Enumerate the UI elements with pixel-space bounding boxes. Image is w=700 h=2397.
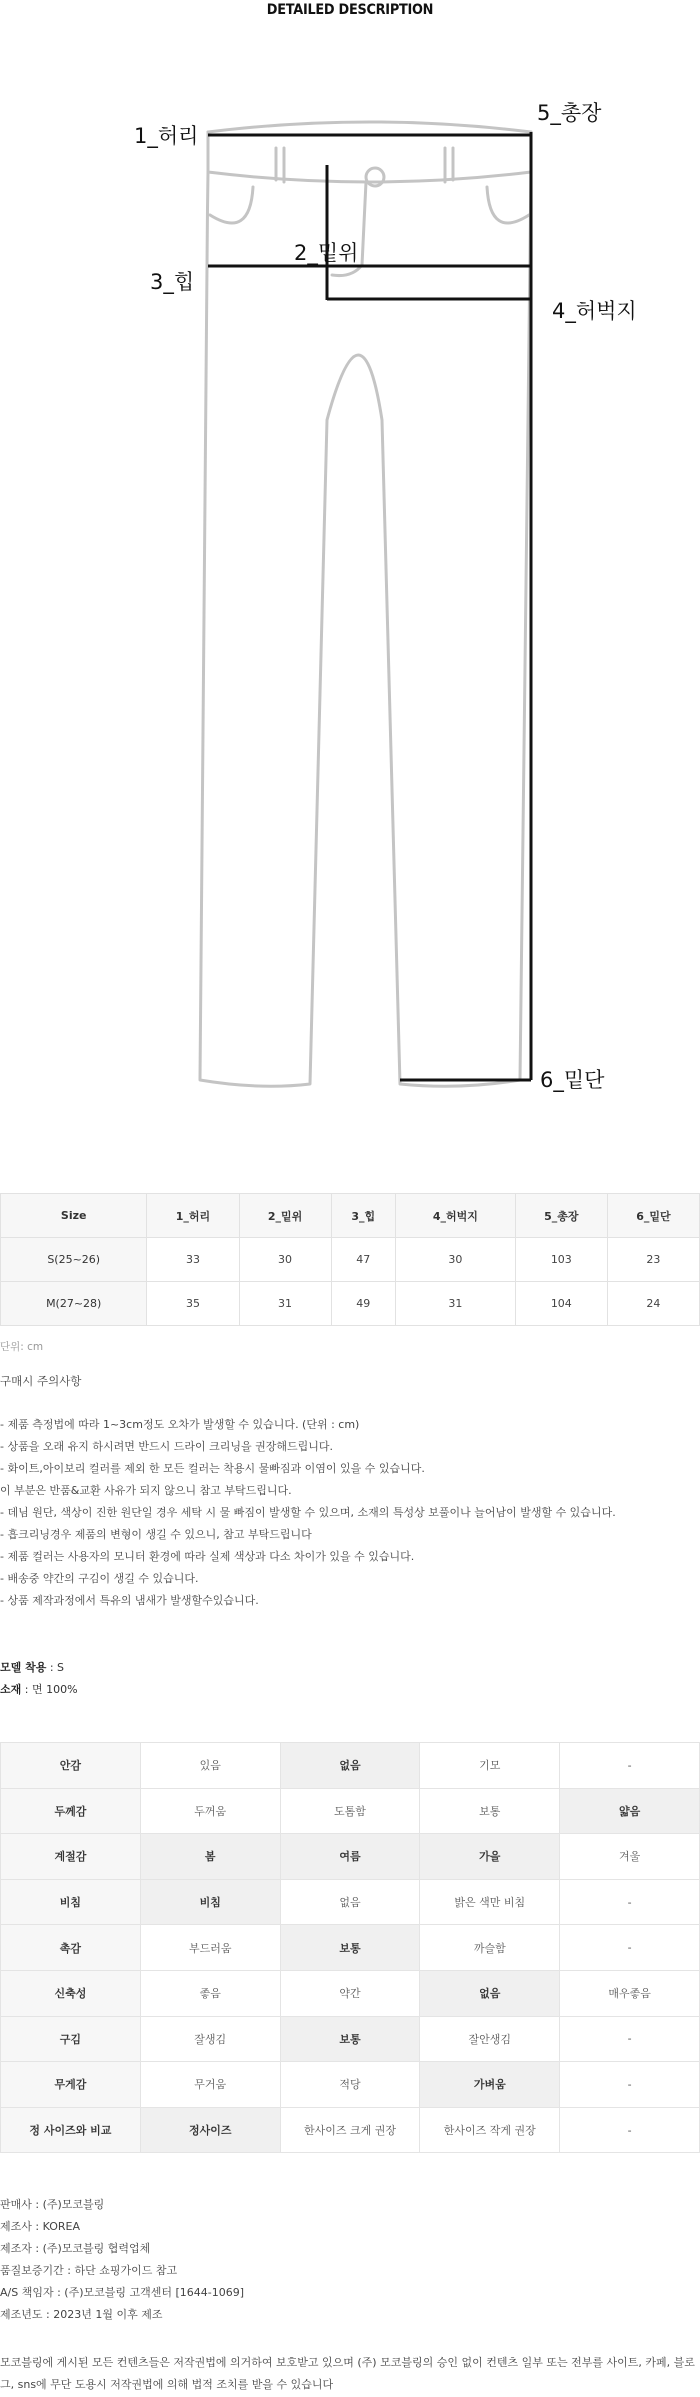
attribute-option: 부드러움 — [140, 1925, 280, 1971]
material-label: 소재 — [0, 1683, 22, 1696]
attribute-option: 두꺼움 — [140, 1788, 280, 1834]
attribute-option: 적당 — [280, 2062, 420, 2108]
attribute-row — [1, 1970, 700, 2016]
header-cell: 2_밑위 — [239, 1194, 331, 1238]
note-line: - 제품 컬러는 사용자의 모니터 환경에 따라 실제 색상과 다소 차이가 있을 수 있습니다. — [0, 1550, 415, 1563]
seller-line: 제조년도 : 2023년 1월 이후 제조 — [0, 2308, 163, 2321]
header-cell: Size — [1, 1194, 147, 1238]
table-row — [1, 1238, 700, 1282]
table-row — [1, 1282, 700, 1326]
attribute-option: 보통 — [420, 1788, 560, 1834]
model-info — [0, 1657, 78, 1701]
attribute-name: 정 사이즈와 비교 — [1, 2107, 141, 2153]
caution-notes — [0, 1417, 700, 1615]
attribute-option: 가을 — [420, 1834, 560, 1880]
attribute-option: 잘생김 — [140, 2016, 280, 2062]
model-label: 모델 착용 — [0, 1661, 47, 1674]
attribute-option: - — [560, 1879, 700, 1925]
seller-line: 판매사 : (주)모코블링 — [0, 2198, 105, 2211]
header-cell: 1_허리 — [147, 1194, 239, 1238]
attribute-option: 없음 — [420, 1970, 560, 2016]
attribute-option: 보통 — [280, 1925, 420, 1971]
note-line: - 제품 측정법에 따라 1~3cm정도 오차가 발생할 수 있습니다. (단위 : cm) — [0, 1418, 360, 1431]
size-cell: S(25~26) — [1, 1238, 147, 1282]
unit-note: 단위: cm — [0, 1341, 44, 1353]
size-table-header — [1, 1194, 700, 1238]
value-cell: 47 — [331, 1238, 395, 1282]
attribute-option: 무거움 — [140, 2062, 280, 2108]
value-cell: 35 — [147, 1282, 239, 1326]
attribute-option: - — [560, 2016, 700, 2062]
value-cell: 33 — [147, 1238, 239, 1282]
copyright-notice: 모코블링에 게시된 모든 컨텐츠들은 저작권법에 의거하여 보호받고 있으며 (주) 모코블링의 승인 없이 컨텐츠 일부 또는 전부를 사이트, 카페, 블로그, sns에 무단 도용시 저작권법에 의해 법적 조치를 받을 수 있습니다 — [0, 2356, 695, 2391]
seller-line: 제조자 : (주)모코블링 협력업체 — [0, 2242, 151, 2255]
attribute-name: 두께감 — [1, 1788, 141, 1834]
label-hem: 6_밑단 — [540, 1068, 605, 1092]
label-waist: 1_허리 — [134, 124, 199, 148]
size-table — [0, 1193, 700, 1326]
attribute-name: 안감 — [1, 1743, 141, 1789]
value-cell: 104 — [515, 1282, 607, 1326]
attribute-option: 한사이즈 크게 권장 — [280, 2107, 420, 2153]
label-rise: 2_밑위 — [294, 241, 359, 265]
attribute-table — [0, 1742, 700, 2153]
attribute-name: 구김 — [1, 2016, 141, 2062]
measure-lines — [208, 132, 531, 1080]
seller-line: A/S 책임자 : (주)모코블링 고객센터 [1644-1069] — [0, 2286, 245, 2299]
attribute-name: 무게감 — [1, 2062, 141, 2108]
value-cell: 24 — [607, 1282, 699, 1326]
label-thigh: 4_허벅지 — [552, 299, 637, 323]
seller-line: 제조사 : KOREA — [0, 2220, 80, 2233]
header-cell: 4_허벅지 — [396, 1194, 516, 1238]
note-line: - 화이트,아이보리 컬러를 제외 한 모든 컬러는 착용시 물빠짐과 이염이 있을 수 있습니다. — [0, 1462, 425, 1475]
header-cell: 3_힙 — [331, 1194, 395, 1238]
attribute-option: 봄 — [140, 1834, 280, 1880]
attribute-option: 까슬함 — [420, 1925, 560, 1971]
attribute-option: 보통 — [280, 2016, 420, 2062]
attribute-name: 신축성 — [1, 1970, 141, 2016]
note-line: - 흡크리닝경우 제품의 변형이 생길 수 있으니, 참고 부탁드립니다 — [0, 1528, 312, 1541]
note-line: - 배송중 약간의 구김이 생길 수 있습니다. — [0, 1572, 199, 1585]
seller-line: 품질보증기간 : 하단 쇼핑가이드 참고 — [0, 2264, 178, 2277]
attribute-row — [1, 1834, 700, 1880]
attribute-option: 얇음 — [560, 1788, 700, 1834]
value-cell: 30 — [396, 1238, 516, 1282]
attribute-option: 약간 — [280, 1970, 420, 2016]
attribute-row — [1, 1788, 700, 1834]
material-value: : 면 100% — [21, 1683, 78, 1696]
value-cell: 31 — [239, 1282, 331, 1326]
attribute-option: 한사이즈 작게 권장 — [420, 2107, 560, 2153]
size-cell: M(27~28) — [1, 1282, 147, 1326]
attribute-option: 기모 — [420, 1743, 560, 1789]
model-value: : S — [46, 1661, 65, 1674]
value-cell: 23 — [607, 1238, 699, 1282]
attribute-option: - — [560, 2062, 700, 2108]
pants-measurement-diagram — [120, 90, 637, 1100]
header-cell: 5_총장 — [515, 1194, 607, 1238]
seller-info — [0, 2197, 244, 2329]
attribute-option: 없음 — [280, 1879, 420, 1925]
attribute-option: 비침 — [140, 1879, 280, 1925]
attribute-row — [1, 2062, 700, 2108]
material — [0, 1679, 78, 1701]
note-line: - 데님 원단, 색상이 진한 원단일 경우 세탁 시 물 빠짐이 발생할 수 있으며, 소재의 특성상 보풀이나 늘어남이 발생할 수 있습니다. — [0, 1506, 616, 1519]
header-cell: 6_밑단 — [607, 1194, 699, 1238]
attribute-row — [1, 1743, 700, 1789]
label-hip: 3_힙 — [150, 270, 195, 294]
attribute-name: 비침 — [1, 1879, 141, 1925]
attribute-option: 정사이즈 — [140, 2107, 280, 2153]
attribute-option: 없음 — [280, 1743, 420, 1789]
note-line: 이 부분은 반품&교환 사유가 되지 않으니 참고 부탁드립니다. — [0, 1484, 292, 1497]
attribute-row — [1, 2016, 700, 2062]
value-cell: 30 — [239, 1238, 331, 1282]
attribute-option: - — [560, 1925, 700, 1971]
attribute-option: - — [560, 2107, 700, 2153]
attribute-option: 좋음 — [140, 1970, 280, 2016]
attribute-option: - — [560, 1743, 700, 1789]
attribute-row — [1, 1925, 700, 1971]
attribute-row — [1, 2107, 700, 2153]
label-length: 5_총장 — [537, 101, 602, 125]
model-size — [0, 1657, 78, 1679]
attribute-name: 촉감 — [1, 1925, 141, 1971]
attribute-row — [1, 1879, 700, 1925]
caution-title: 구매시 주의사항 — [0, 1374, 82, 1388]
note-line: - 상품 제작과정에서 특유의 냄새가 발생할수있습니다. — [0, 1594, 259, 1607]
value-cell: 49 — [331, 1282, 395, 1326]
attribute-name: 계절감 — [1, 1834, 141, 1880]
attribute-option: 있음 — [140, 1743, 280, 1789]
value-cell: 103 — [515, 1238, 607, 1282]
note-line: - 상품을 오래 유지 하시려면 반드시 드라이 크리닝을 권장해드립니다. — [0, 1440, 333, 1453]
page-title: DETAILED DESCRIPTION — [266, 2, 434, 18]
value-cell: 31 — [396, 1282, 516, 1326]
attribute-option: 잘안생김 — [420, 2016, 560, 2062]
attribute-option: 밝은 색만 비침 — [420, 1879, 560, 1925]
attribute-option: 도톰함 — [280, 1788, 420, 1834]
attribute-option: 매우좋음 — [560, 1970, 700, 2016]
attribute-option: 여름 — [280, 1834, 420, 1880]
attribute-option: 가벼움 — [420, 2062, 560, 2108]
attribute-option: 겨울 — [560, 1834, 700, 1880]
